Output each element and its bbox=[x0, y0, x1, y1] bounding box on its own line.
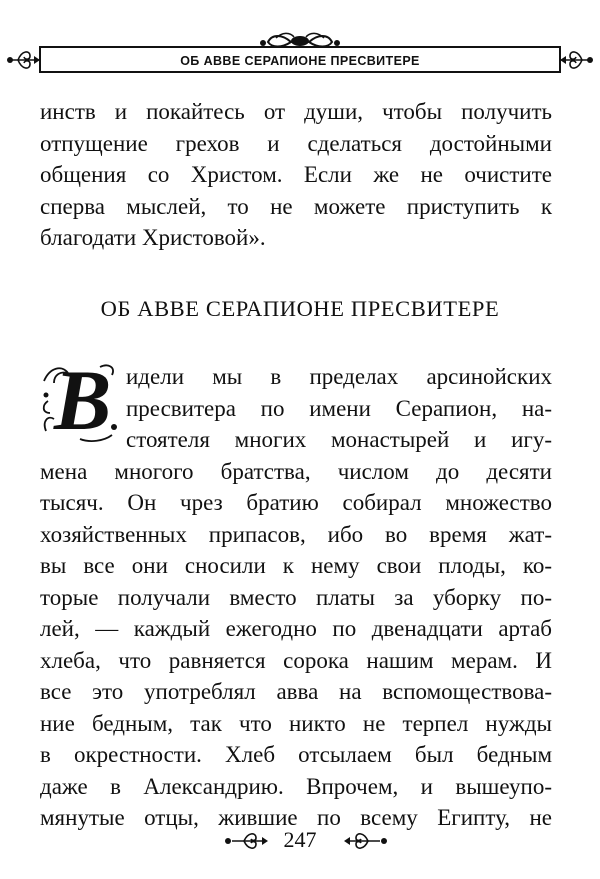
page-number: 247 bbox=[283, 827, 317, 852]
text-line: инств и покайтесь от души, чтобы получить bbox=[40, 99, 552, 124]
drop-cap-letter: В bbox=[54, 352, 112, 448]
text-line: мянутые отцы, жившие по всему Египту, не bbox=[40, 805, 552, 830]
drop-cap bbox=[40, 352, 122, 448]
text-line: сперва мыслей, то не можете приступить к bbox=[40, 193, 552, 219]
text-line: отпущение грехов и сделаться достойными bbox=[40, 130, 552, 156]
chapter-body bbox=[40, 352, 552, 834]
text-line: хлеба, что равняется сорока нашим мерам. И bbox=[40, 647, 552, 673]
text-line: стоятеля многих монастырей и игу- bbox=[126, 427, 552, 452]
text-line: даже в Александрию. Впрочем, и вышеупо- bbox=[40, 773, 552, 799]
text-line: общения со Христом. Если же не очистите bbox=[40, 162, 552, 187]
footer-right-ornament-icon bbox=[330, 826, 390, 856]
text-line: все это употреблял авва на вспомоществова- bbox=[40, 679, 552, 704]
text-line: пресвитера по имени Серапион, на- bbox=[126, 395, 552, 421]
running-head-title: ОБ АВВЕ СЕРАПИОНЕ ПРЕСВИТЕРЕ bbox=[180, 54, 420, 68]
text-line: тысяч. Он чрез братию собирал множество bbox=[40, 490, 552, 515]
text-line: благодати Христовой». bbox=[40, 225, 266, 250]
text-line: мена многого братства, числом до десяти bbox=[40, 458, 552, 484]
text-line: идели мы в пределах арсинойских bbox=[126, 364, 552, 389]
section-heading: ОБ АВВЕ СЕРАПИОНЕ ПРЕСВИТЕРЕ bbox=[100, 296, 500, 321]
text-line: вы все они сносили к нему свои плоды, ко- bbox=[40, 553, 552, 578]
page-footer bbox=[0, 826, 600, 856]
running-header bbox=[0, 30, 600, 80]
text-line: лей, — каждый ежегодно по двенадцати артаб bbox=[40, 616, 552, 641]
text-line: торые получали вместо платы за уборку по- bbox=[40, 584, 552, 610]
text-line: ние бедным, так что никто не терпел нужды bbox=[40, 710, 552, 736]
text-line: хозяйственных припасов, ибо во время жат- bbox=[40, 521, 552, 547]
text-line: в окрестности. Хлеб отсылаем был бедным bbox=[40, 742, 552, 767]
previous-chapter-ending bbox=[40, 96, 552, 254]
